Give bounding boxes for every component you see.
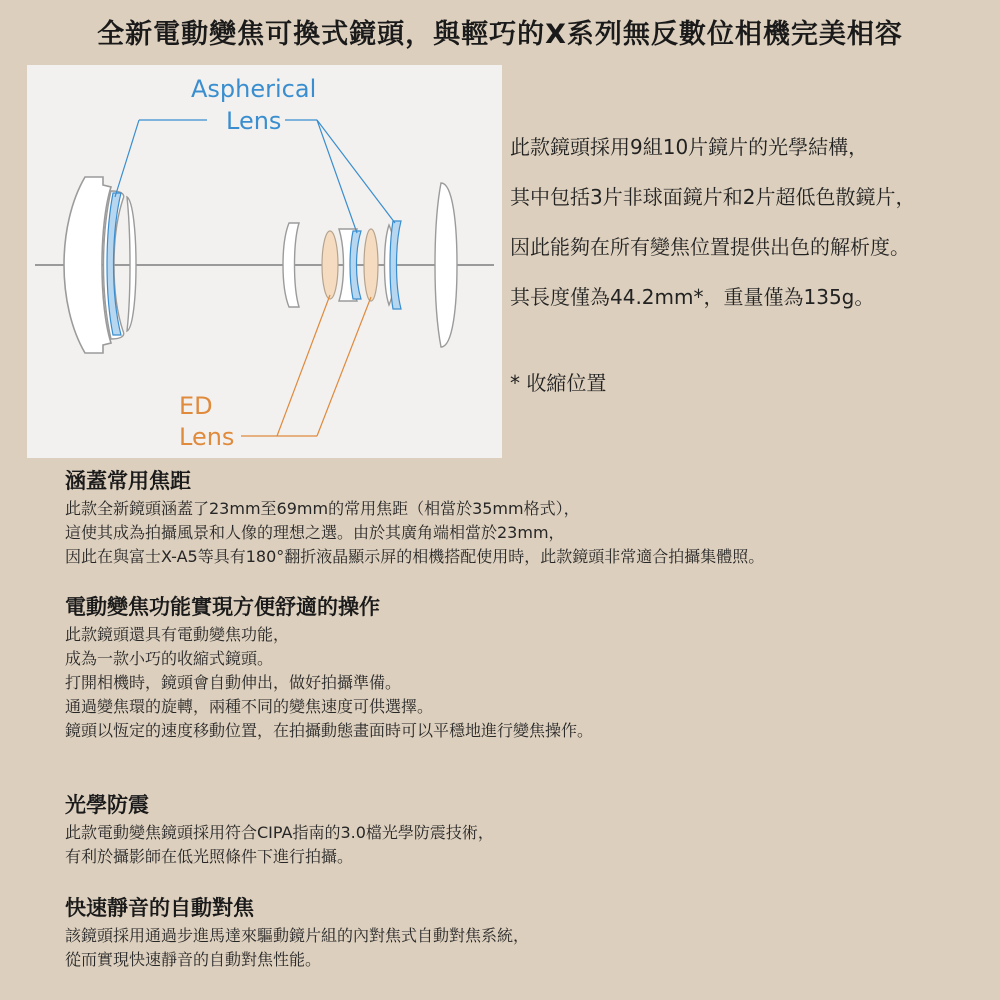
section-heading: 電動變焦功能實現方便舒適的操作 xyxy=(65,595,380,619)
section-line: 該鏡頭採用通過步進馬達來驅動鏡片組的內對焦式自動對焦系統， xyxy=(65,926,530,945)
section-heading: 快速靜音的自動對焦 xyxy=(65,896,254,920)
spec-line: 此款鏡頭採用9組10片鏡片的光學結構， xyxy=(510,135,869,159)
lens-element-rear xyxy=(435,183,457,347)
page-title: 全新電動變焦可換式鏡頭，與輕巧的X系列無反數位相機完美相容 xyxy=(97,19,903,50)
section-power-zoom xyxy=(65,594,975,743)
lens-construction-diagram xyxy=(27,65,502,458)
section-line: 此款鏡頭還具有電動變焦功能， xyxy=(65,625,290,644)
section-line: 此款電動變焦鏡頭採用符合CIPA指南的3.0檔光學防震技術， xyxy=(65,823,494,842)
section-line: 有利於攝影師在低光照條件下進行拍攝。 xyxy=(65,847,354,866)
aspherical-label-line1: Aspherical xyxy=(191,75,317,103)
section-line: 此款全新鏡頭涵蓋了23mm至69mm的常用焦距（相當於35mm格式）， xyxy=(65,499,580,518)
section-line: 打開相機時，鏡頭會自動伸出，做好拍攝準備。 xyxy=(65,673,402,692)
spec-line: 其中包括3片非球面鏡片和2片超低色散鏡片， xyxy=(510,185,916,209)
section-focal-range xyxy=(65,468,975,569)
section-line: 這使其成為拍攝風景和人像的理想之選。由於其廣角端相當於23mm， xyxy=(65,523,565,542)
aspherical-label-line2: Lens xyxy=(226,107,282,135)
section-image-stabilization xyxy=(65,792,975,869)
ed-element-1 xyxy=(322,231,338,299)
section-line: 通過變焦環的旋轉，兩種不同的變焦速度可供選擇。 xyxy=(65,697,434,716)
section-autofocus xyxy=(65,895,975,972)
ed-label-line1: ED xyxy=(179,392,213,420)
section-heading: 光學防震 xyxy=(65,793,149,817)
section-line: 成為一款小巧的收縮式鏡頭。 xyxy=(65,649,274,668)
spec-line: 因此能夠在所有變焦位置提供出色的解析度。 xyxy=(510,235,910,259)
spec-text xyxy=(510,122,990,408)
section-line: 鏡頭以恆定的速度移動位置，在拍攝動態畫面時可以平穩地進行變焦操作。 xyxy=(65,721,594,740)
section-line: 因此在與富士X-A5等具有180°翻折液晶顯示屏的相機搭配使用時，此款鏡頭非常適合拍攝集體照。 xyxy=(65,547,765,566)
spec-note: * 收縮位置 xyxy=(510,371,607,395)
ed-element-2 xyxy=(364,229,378,301)
section-heading: 涵蓋常用焦距 xyxy=(65,469,191,493)
section-line: 從而實現快速靜音的自動對焦性能。 xyxy=(65,950,322,969)
spec-line: 其長度僅為44.2mm*，重量僅為135g。 xyxy=(510,285,875,309)
ed-label-line2: Lens xyxy=(179,423,235,451)
